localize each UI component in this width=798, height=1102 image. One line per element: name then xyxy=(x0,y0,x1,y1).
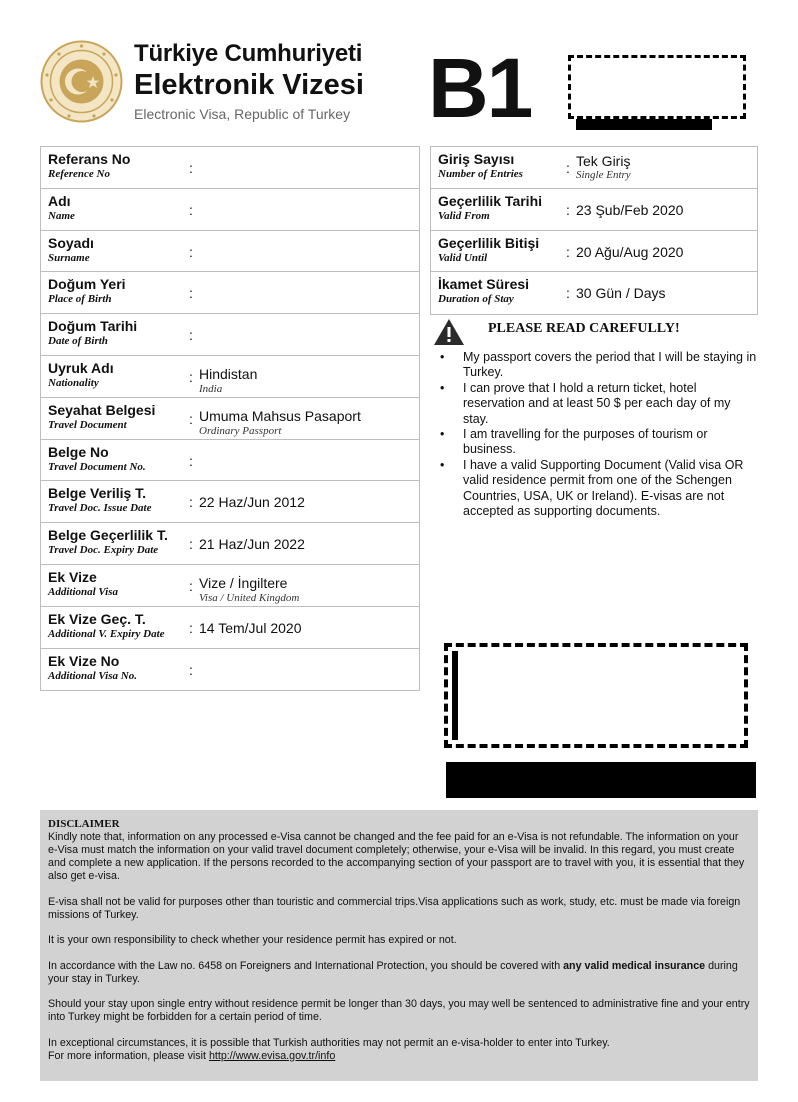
field-separator: : xyxy=(566,243,570,260)
field-separator: : xyxy=(566,160,570,176)
field-separator: : xyxy=(189,327,193,344)
field-label: Geçerlilik Tarihi xyxy=(438,192,543,209)
state-seal-logo xyxy=(40,40,123,123)
disclaimer-box xyxy=(40,810,758,1081)
disclaimer-paragraph: It is your own responsibility to check whether your residence permit has expired or not. xyxy=(48,934,457,946)
disclaimer-paragraph: Kindly note that, information on any processed e-Visa cannot be changed and the fee paid for an e-Visa is not refundable. The information on your e-Visa must match the information on your valid travel document completely; otherwise, your e-Visa will be invalid. In this regard, you must create and complete a new application. If the persons recorded to the accompanying section of your passport are to travel with you, it is essential that they also get e-visa. xyxy=(48,831,745,882)
field-value: Hindistan xyxy=(199,365,258,382)
field-separator: : xyxy=(189,410,193,427)
field-separator: : xyxy=(189,577,193,594)
field-label-en: Surname xyxy=(48,251,90,264)
field-label: Doğum Yeri xyxy=(48,276,126,293)
disclaimer-title: DISCLAIMER xyxy=(48,818,120,830)
field-value: 23 Şub/Feb 2020 xyxy=(576,201,684,218)
notice-list xyxy=(440,350,758,519)
field-label-en: Name xyxy=(48,209,75,222)
field-separator: : xyxy=(189,452,193,469)
field-label-en: Date of Birth xyxy=(48,335,108,348)
field-label: Belge Veriliş T. xyxy=(48,485,147,502)
visa-details-table xyxy=(430,146,758,315)
field-label-en: Additional Visa No. xyxy=(48,669,137,682)
field-label: Uyruk Adı xyxy=(48,359,114,376)
field-row-issue-date xyxy=(41,481,419,523)
disclaimer-text: In accordance with the Law no. 6458 on Foreigners and International Protection, you should be covered with xyxy=(48,959,564,972)
field-label-en: Valid From xyxy=(438,209,490,222)
field-separator: : xyxy=(189,160,193,176)
field-row-expiry-date xyxy=(41,523,419,565)
disclaimer-text: For more information, please visit xyxy=(48,1049,209,1062)
list-item: • My passport covers the period that I will be staying in Turkey. xyxy=(440,350,758,381)
field-row-place-of-birth xyxy=(41,272,419,314)
field-label-en: Reference No xyxy=(48,168,111,180)
applicant-details-table xyxy=(40,146,420,691)
field-row-valid-until xyxy=(431,231,757,273)
redacted-barcode-box xyxy=(568,55,746,119)
field-row-additional-visa xyxy=(41,565,419,607)
field-label: Seyahat Belgesi xyxy=(48,401,156,418)
field-separator: : xyxy=(189,201,193,218)
field-label-en: Additional V. Expiry Date xyxy=(48,627,165,640)
field-value-en: Ordinary Passport xyxy=(199,424,282,437)
field-label-en: Travel Document xyxy=(48,418,127,431)
field-separator: : xyxy=(189,243,193,260)
warning-icon xyxy=(433,318,465,346)
field-value: 20 Ağu/Aug 2020 xyxy=(576,243,684,260)
field-label-en: Valid Until xyxy=(438,251,488,264)
field-row-nationality xyxy=(41,356,419,398)
field-label-en: Additional Visa xyxy=(48,585,118,598)
field-row-name xyxy=(41,189,419,231)
field-label: Referans No xyxy=(48,151,131,167)
disclaimer-paragraph-insurance xyxy=(48,960,750,986)
redaction-bar xyxy=(446,762,756,798)
field-value: 21 Haz/Jun 2022 xyxy=(199,536,305,553)
field-label: Ek Vize xyxy=(48,568,97,585)
field-row-date-of-birth xyxy=(41,314,419,356)
field-value-en: Single Entry xyxy=(576,169,631,181)
field-label: Belge Geçerlilik T. xyxy=(48,527,168,544)
field-label-en: Nationality xyxy=(48,376,99,389)
notice-title: PLEASE READ CAREFULLY! xyxy=(488,321,680,336)
field-row-valid-from xyxy=(431,189,757,231)
list-item: • I am travelling for the purposes of tourism or business. xyxy=(440,427,758,458)
title-english: Electronic Visa, Republic of Turkey xyxy=(134,106,351,122)
disclaimer-emphasis: any valid medical insurance xyxy=(563,959,706,972)
field-value: Tek Giriş xyxy=(576,153,631,169)
field-label: Giriş Sayısı xyxy=(438,151,515,167)
title-turkish-line1: Türkiye Cumhuriyeti xyxy=(134,40,363,67)
field-value: 14 Tem/Jul 2020 xyxy=(199,619,302,636)
field-row-additional-visa-no xyxy=(41,649,419,691)
field-value: 22 Haz/Jun 2012 xyxy=(199,494,305,511)
field-row-number-of-entries xyxy=(431,147,757,189)
field-separator: : xyxy=(566,285,570,302)
field-separator: : xyxy=(189,368,193,385)
field-label-en: Travel Document No. xyxy=(48,460,146,473)
redaction-bar xyxy=(576,119,712,130)
field-row-duration-of-stay xyxy=(431,272,757,314)
disclaimer-paragraph: E-visa shall not be valid for purposes other than touristic and commercial trips.Visa applications such as work, study, etc. must be made via foreign missions of Turkey. xyxy=(48,895,741,921)
field-separator: : xyxy=(189,661,193,678)
redacted-qr-inner xyxy=(452,651,740,740)
field-row-reference-no xyxy=(41,147,419,189)
disclaimer-paragraph: In exceptional circumstances, it is possible that Turkish authorities may not permit an e-visa-holder to enter into Turkey. xyxy=(48,1036,610,1049)
field-row-travel-document-no xyxy=(41,440,419,482)
field-value-en: Visa / United Kingdom xyxy=(199,591,300,604)
disclaimer-text: during your stay in Turkey. xyxy=(48,959,738,985)
field-label: Ek Vize No xyxy=(48,652,120,669)
field-separator: : xyxy=(189,494,193,511)
field-row-additional-visa-expiry xyxy=(41,607,419,649)
field-label: Ek Vize Geç. T. xyxy=(48,610,146,627)
field-separator: : xyxy=(189,536,193,553)
field-label-en: Travel Doc. Expiry Date xyxy=(48,544,159,557)
field-value: Vize / İngiltere xyxy=(199,574,288,591)
evisa-info-link[interactable]: http://www.evisa.gov.tr/info xyxy=(208,1049,336,1062)
field-label: Geçerlilik Bitişi xyxy=(438,234,540,251)
disclaimer-info-line xyxy=(48,1050,750,1063)
visa-type-code: B1 xyxy=(428,41,532,135)
field-separator: : xyxy=(566,201,570,218)
field-row-travel-document xyxy=(41,398,419,440)
field-value-en: India xyxy=(199,382,223,395)
field-row-surname xyxy=(41,231,419,273)
title-turkish-line2: Elektronik Vizesi xyxy=(134,69,364,101)
field-value: Umuma Mahsus Pasaport xyxy=(199,407,361,424)
field-label: Belge No xyxy=(48,443,109,460)
field-label: Doğum Tarihi xyxy=(48,318,138,335)
field-label-en: Travel Doc. Issue Date xyxy=(48,502,152,515)
list-item: • I can prove that I hold a return ticket, hotel reservation and at least 50 $ per each day of my stay. xyxy=(440,381,758,427)
field-label: İkamet Süresi xyxy=(438,276,530,293)
field-separator: : xyxy=(189,619,193,636)
field-value: 30 Gün / Days xyxy=(576,285,666,302)
field-label: Adı xyxy=(48,192,71,209)
field-label-en: Place of Birth xyxy=(48,293,112,306)
field-label: Soyadı xyxy=(48,234,94,251)
list-item: • I have a valid Supporting Document (Valid visa OR valid residence permit from one of the Schengen Countries, USA, UK or Ireland). E-visas are not accepted as supporting documents. xyxy=(440,458,758,520)
field-separator: : xyxy=(189,285,193,302)
field-label-en: Number of Entries xyxy=(438,168,523,180)
disclaimer-paragraph: Should your stay upon single entry without residence permit be longer than 30 days, you may well be sentenced to administrative fine and your entry into Turkey might be forbidden for a certain period of time. xyxy=(48,998,750,1023)
field-label-en: Duration of Stay xyxy=(438,293,514,306)
